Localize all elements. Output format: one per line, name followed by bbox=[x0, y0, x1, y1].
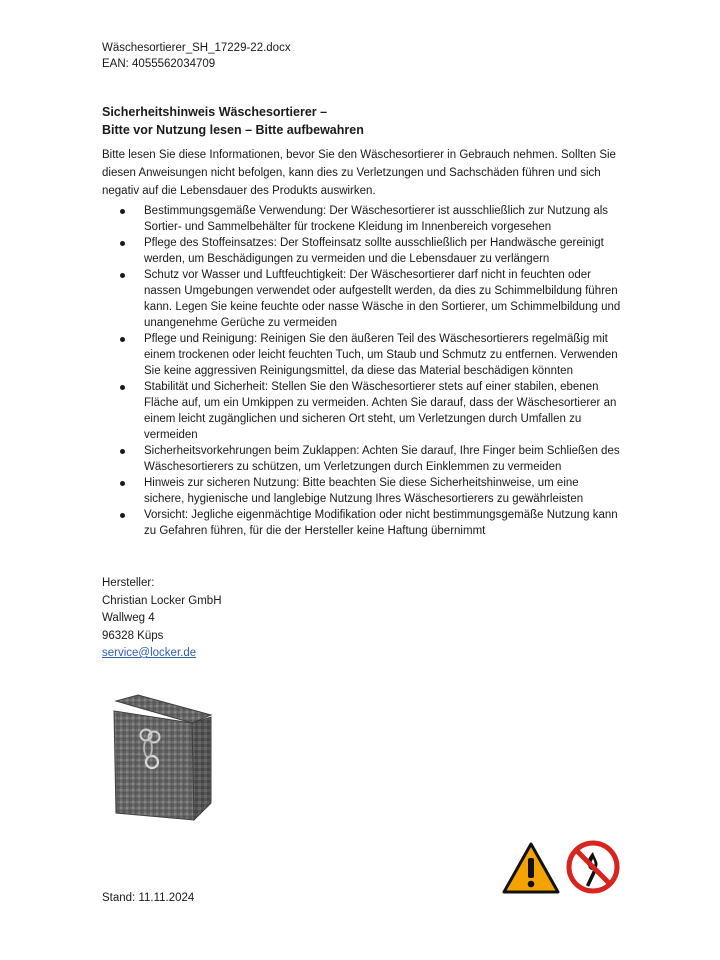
bullet-text: Sicherheitsvorkehrungen beim Zuklappen: Achten Sie darauf, Ihre Finger beim Schließen des Wäschesortierers zu schützen, um Verletzungen durch Einklemmen zu vermeiden bbox=[144, 445, 620, 473]
list-item bbox=[102, 331, 622, 379]
bullet-text: Hinweis zur sicheren Nutzung: Bitte beachten Sie diese Sicherheitshinweise, um eine sichere, hygienische und langlebige Nutzung Ihres Wäschesortierers zu gewährleisten bbox=[144, 477, 584, 505]
document-title bbox=[102, 103, 662, 139]
bullet-icon bbox=[120, 449, 125, 454]
file-name: Wäschesortierer_SH_17229-22.docx bbox=[102, 42, 291, 54]
list-item bbox=[102, 507, 622, 539]
list-item bbox=[102, 475, 622, 507]
ean-code: EAN: 4055562034709 bbox=[102, 58, 216, 70]
company-name: Christian Locker GmbH bbox=[102, 594, 222, 607]
bullet-text: Stabilität und Sicherheit: Stellen Sie den Wäschesortierer stets auf einer stabilen, ebenen Fläche auf, um ein Umkippen zu vermeiden. Achten Sie darauf, dass der Wäschesortierer an einem leicht zugänglichen und sicheren Ort steht, um Verletzungen durch Umfallen zu vermeiden bbox=[144, 381, 617, 441]
postal-city: 96328 Küps bbox=[102, 629, 164, 642]
bullet-icon bbox=[120, 337, 125, 342]
bullet-icon bbox=[120, 273, 125, 278]
list-item bbox=[102, 203, 622, 235]
email-link[interactable]: service@locker.de bbox=[102, 647, 197, 659]
bullet-icon bbox=[120, 209, 125, 214]
bullet-icon bbox=[120, 385, 125, 390]
product-image bbox=[108, 693, 233, 823]
bullet-text: Pflege und Reinigung: Reinigen Sie den äußeren Teil des Wäschesortierers regelmäßig mit einem trockenen oder leicht feuchten Tuch, um Staub und Schmutz zu entfernen. Verwenden Sie keine aggressiven Reinigungsmittel, da diese das Material beschädigen könnten bbox=[144, 333, 618, 377]
manufacturer-label: Hersteller: bbox=[102, 577, 155, 589]
document-header bbox=[102, 40, 291, 72]
street-address: Wallweg 4 bbox=[102, 612, 155, 624]
bullet-text: Pflege des Stoffeinsatzes: Der Stoffeinsatz sollte ausschließlich per Handwäsche gereinigt werden, um Beschädigungen zu vermeiden und die Lebensdauer zu verlängern bbox=[144, 237, 604, 265]
list-item bbox=[102, 235, 622, 267]
title-line-1: Sicherheitshinweis Wäschesortierer – bbox=[102, 105, 328, 119]
bullet-text: Schutz vor Wasser und Luftfeuchtigkeit: Der Wäschesortierer darf nicht in feuchten oder nassen Umgebungen verwendet oder aufgestellt werden, da dies zu Schimmelbildung führen kann. Legen Sie keine feuchte oder nasse Wäsche in den Sortierer, um Schimmelbildung und unangenehme Gerüche zu vermeiden bbox=[144, 269, 621, 329]
bullet-icon bbox=[120, 481, 125, 486]
manufacturer-block bbox=[102, 575, 222, 663]
warning-triangle-icon bbox=[502, 842, 560, 894]
list-item bbox=[102, 379, 622, 443]
safety-bullet-list bbox=[102, 203, 622, 539]
list-item bbox=[102, 267, 622, 331]
list-item bbox=[102, 443, 622, 475]
bullet-text: Vorsicht: Jegliche eigenmächtige Modifikation oder nicht bestimmungsgemäße Nutzung kann zu Gefahren führen, für die der Hersteller keine Haftung übernimmt bbox=[144, 509, 618, 537]
no-open-flame-icon bbox=[566, 840, 620, 894]
intro-paragraph: Bitte lesen Sie diese Informationen, bevor Sie den Wäschesortierer in Gebrauch nehmen. Sollten Sie diesen Anweisungen nicht befolgen, kann dies zu Verletzungen und Sachschäden führen und sich negativ auf die Lebensdauer des Produkts auswirken. bbox=[102, 149, 616, 197]
title-line-2: Bitte vor Nutzung lesen – Bitte aufbewahren bbox=[102, 123, 364, 137]
bullet-icon bbox=[120, 513, 125, 518]
bullet-text: Bestimmungsgemäße Verwendung: Der Wäschesortierer ist ausschließlich zur Nutzung als Sortier- und Sammelbehälter für trockene Kleidung im Innenbereich vorgesehen bbox=[144, 205, 609, 233]
revision-date: Stand: 11.11.2024 bbox=[102, 892, 195, 904]
bullet-icon bbox=[120, 241, 125, 246]
